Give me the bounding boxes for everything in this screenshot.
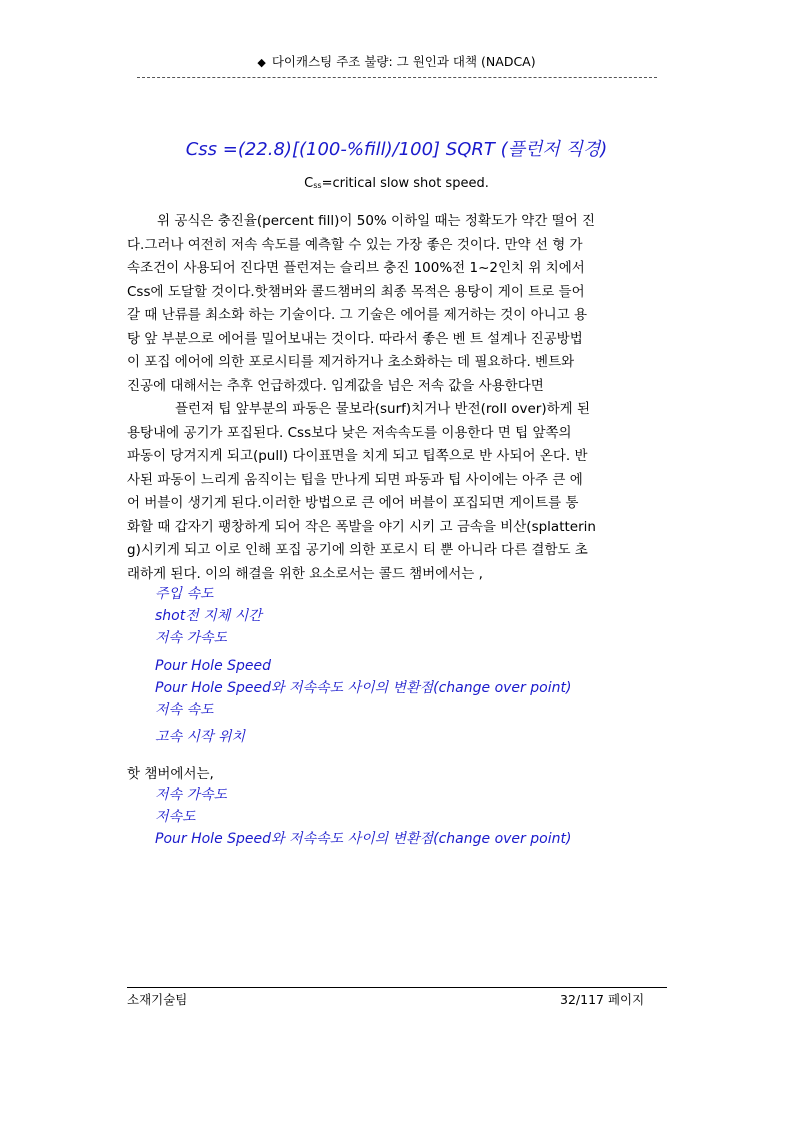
formula-definition: $C_{ss}=critical$ slow shot speed.	[304, 176, 489, 191]
list-item: Pour Hole Speed와 저속속도 사이의 변환점(change over point)	[155, 831, 572, 847]
list-item: 주입 속도	[155, 586, 214, 602]
list-item: 저속도	[155, 809, 196, 825]
paragraph-line: 용탕내에 공기가 포집된다. Css보다 낮은 저속속도를 이용한다 면 팁 앞쪽의	[127, 424, 572, 441]
paragraph-line: 탕 앞 부분으로 에어를 밀어보내는 것이다. 따라서 좋은 벤 트 설계나 진공방법	[127, 330, 583, 347]
list-item: 저속 속도	[155, 702, 214, 718]
paragraph-line: 다.그러나 여전히 저속 속도를 예측할 수 있는 가장 좋은 것이다. 만약 선 형 가	[127, 236, 583, 253]
list-item: 저속 가속도	[155, 787, 228, 803]
paragraph-line: Css에 도달할 것이다.핫챔버와 콜드챔버의 최종 목적은 용탕이 게이 트로 들어	[127, 283, 585, 300]
paragraph-line: 사된 파동이 느리게 움직이는 팁을 만나게 되면 파동과 팁 사이에는 아주 큰 에	[127, 471, 583, 488]
footer-divider	[127, 987, 667, 988]
paragraph-line: g)시키게 되고 이로 인해 포집 공기에 의한 포로시 티 뿐 아니라 다른 결함도 초	[127, 542, 588, 558]
hot-chamber-label: 핫 챔버에서는,	[127, 766, 214, 782]
paragraph-line: 래하게 된다. 이의 해결을 위한 요소로서는 콜드 챔버에서는 ,	[127, 565, 483, 582]
footer-page-number: 32/117 페이지	[560, 992, 645, 1007]
header-divider	[137, 77, 657, 78]
paragraph-line: 속조건이 사용되어 진다면 플런져는 슬리브 충진 100%전 1~2인치 위 치에서	[127, 260, 585, 276]
paragraph-line: 갈 때 난류를 최소화 하는 기술이다. 그 기술은 에어를 제거하는 것이 아니고 용	[127, 307, 588, 323]
diamond-bullet-icon: ◆	[257, 56, 266, 69]
hot-chamber-list	[155, 784, 571, 850]
list-item: shot전 지체 시간	[155, 608, 262, 624]
page-header	[0, 52, 793, 70]
list-item: 저속 가속도	[155, 630, 228, 646]
paragraph-line: 화할 때 갑자기 팽창하게 되어 작은 폭발을 야기 시키 고 금속을 비산(splatterin	[127, 518, 596, 535]
paragraph-line: 위 공식은 충진율(percent fill)이 50% 이하일 때는 정확도가 약간 떨어 진	[157, 213, 596, 229]
paragraph-line: 진공에 대해서는 추후 언급하겠다. 임계값을 넘은 저속 값을 사용한다면	[127, 377, 544, 394]
cold-chamber-list	[155, 583, 571, 748]
paragraph-line: 파동이 당겨지게 되고(pull) 다이표면을 치게 되고 팁쪽으로 반 사되어 온다. 반	[127, 448, 588, 464]
list-item: Pour Hole Speed와 저속속도 사이의 변환점(change over point)	[155, 680, 572, 696]
paragraph-line: 플런져 팁 앞부분의 파동은 물보라(surf)치거나 반전(roll over)하게 된	[175, 401, 591, 417]
header-title: 다이캐스팅 주조 불량: 그 원인과 대책 (NADCA)	[271, 54, 536, 69]
paragraph-line: 어 버블이 생기게 된다.이러한 방법으로 큰 에어 버블이 포집되면 게이트를 통	[127, 495, 579, 511]
paragraph-line: 이 포집 에어에 의한 포로시티를 제거하거나 초소화하는 데 필요하다. 벤트와	[127, 354, 575, 370]
footer-department: 소재기술팀	[127, 992, 188, 1007]
formula: Css =(22.8)[(100-%fill)/100] SQRT (플런저 직경)	[185, 139, 608, 160]
body-paragraph	[127, 210, 670, 586]
list-item: 고속 시작 위치	[155, 729, 246, 745]
list-item: Pour Hole Speed	[155, 658, 272, 674]
